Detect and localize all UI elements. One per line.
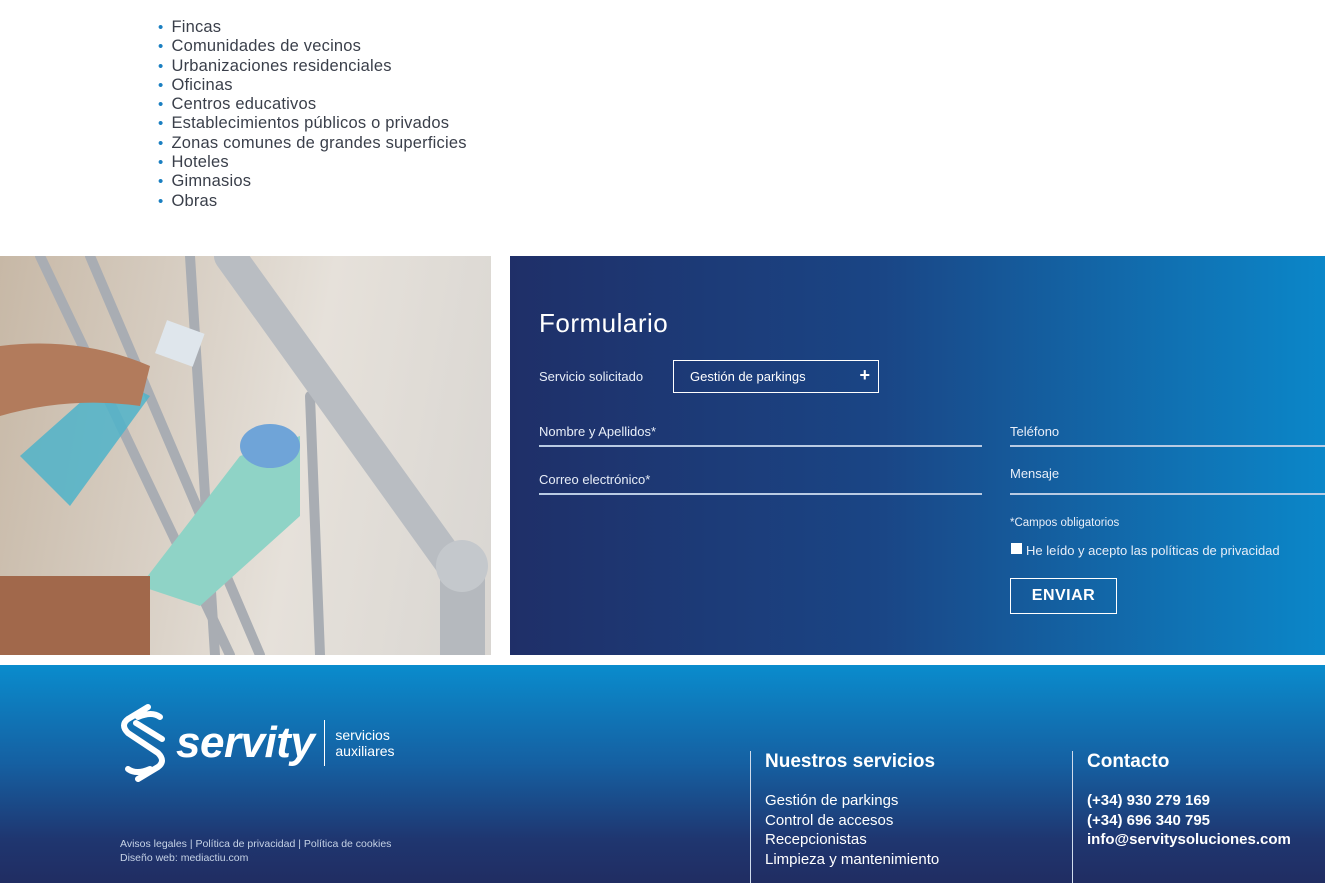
message-field-underline <box>1010 493 1325 495</box>
logo-sub-2: auxiliares <box>335 743 395 759</box>
required-note: *Campos obligatorios <box>1010 517 1120 529</box>
list-item: • Hoteles <box>158 153 467 172</box>
email-link[interactable]: info@servitysoluciones.com <box>1087 831 1291 848</box>
email-field-underline <box>539 493 982 495</box>
privacy-label: He leído y acepto las políticas de privacidad <box>1026 543 1280 558</box>
list-item: • Zonas comunes de grandes superficies <box>158 134 467 153</box>
divider <box>750 751 751 883</box>
footer <box>0 665 1325 883</box>
services-list <box>158 18 467 211</box>
name-field[interactable]: Nombre y Apellidos* <box>539 424 657 439</box>
list-item: • Comunidades de vecinos <box>158 37 467 56</box>
services-title: Nuestros servicios <box>765 751 936 772</box>
legal-links[interactable]: Avisos legales | Política de privacidad | Política de cookies <box>120 838 392 850</box>
footer-service-link[interactable]: Recepcionistas <box>765 831 867 848</box>
list-item: • Obras <box>158 192 467 211</box>
list-item: • Fincas <box>158 18 467 37</box>
list-item: • Urbanizaciones residenciales <box>158 57 467 76</box>
phone-1[interactable]: (+34) 930 279 169 <box>1087 792 1211 809</box>
list-item: • Establecimientos públicos o privados <box>158 114 467 133</box>
logo-sub-1: servicios <box>335 727 390 743</box>
submit-button[interactable]: ENVIAR <box>1010 578 1117 614</box>
phone-2[interactable]: (+34) 696 340 795 <box>1087 811 1211 829</box>
list-item: • Oficinas <box>158 76 467 95</box>
cleaning-photo <box>0 256 491 655</box>
privacy-checkbox[interactable] <box>1011 543 1022 554</box>
contact-form <box>510 256 1325 655</box>
logo-wordmark: servity <box>176 718 315 767</box>
footer-service-link[interactable]: Limpieza y mantenimiento <box>765 850 940 868</box>
name-field-underline <box>539 445 982 447</box>
phone-field[interactable]: Teléfono <box>1010 424 1060 439</box>
plus-icon: + <box>859 365 870 385</box>
footer-service-link[interactable]: Gestión de parkings <box>765 792 899 809</box>
contact-title: Contacto <box>1087 751 1170 772</box>
list-item: • Gimnasios <box>158 172 467 191</box>
email-field[interactable]: Correo electrónico* <box>539 472 651 487</box>
divider <box>1072 751 1073 883</box>
logo-divider <box>324 720 325 766</box>
servity-logo[interactable] <box>118 703 395 783</box>
footer-service-link[interactable]: Control de accesos <box>765 811 894 829</box>
message-field[interactable]: Mensaje <box>1010 466 1060 481</box>
service-select[interactable] <box>673 360 879 393</box>
service-label: Servicio solicitado <box>539 369 644 384</box>
form-title: Formulario <box>539 308 669 338</box>
servity-s-icon <box>118 703 170 783</box>
phone-field-underline <box>1010 445 1325 447</box>
list-item: • Centros educativos <box>158 95 467 114</box>
service-select-value: Gestión de parkings <box>690 369 806 384</box>
design-credit[interactable]: Diseño web: mediactiu.com <box>120 852 249 864</box>
